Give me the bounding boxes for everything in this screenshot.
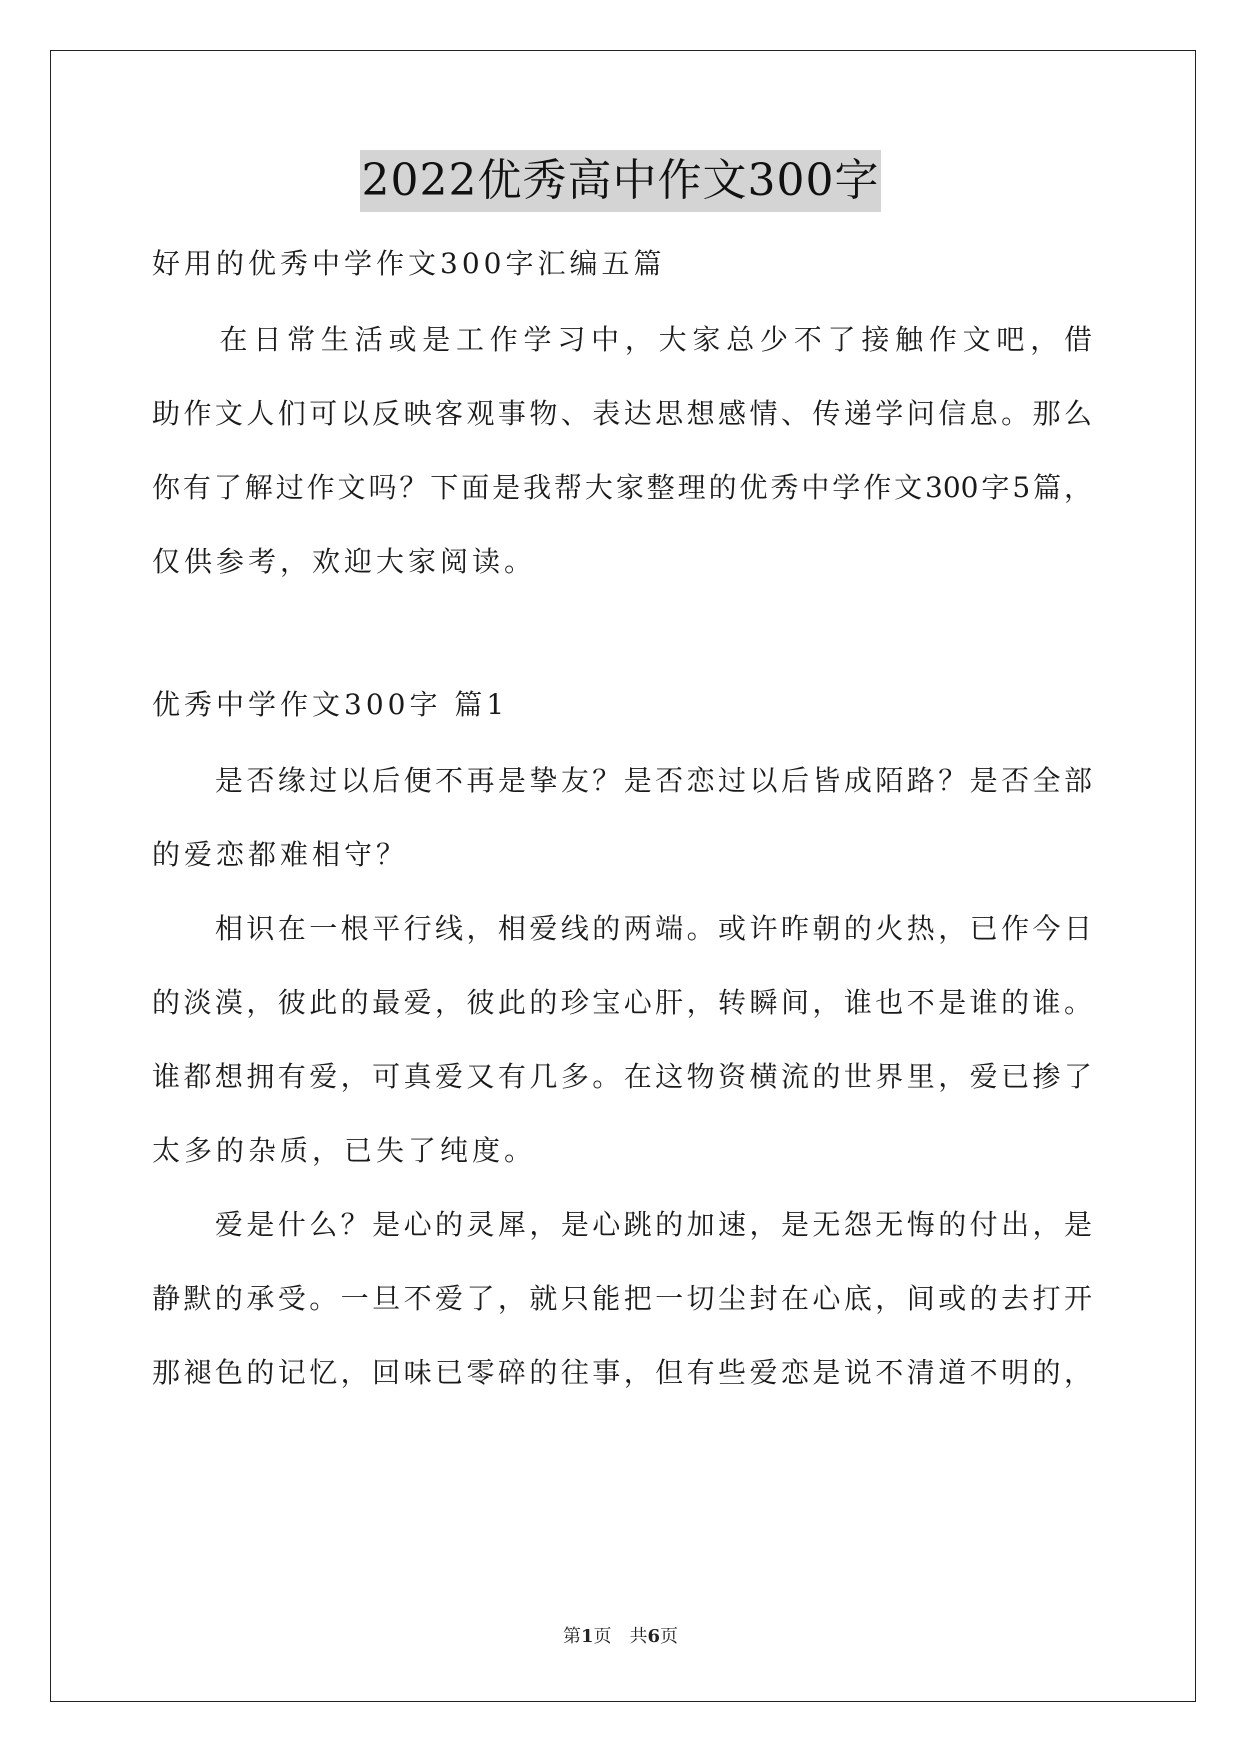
intro-line-4: 仅供参考，欢迎大家阅读。: [152, 545, 537, 578]
footer-page-current: 1: [580, 1626, 594, 1647]
intro-line-3: 你有了解过作文吗？下面是我帮大家整理的优秀中学作文300字5篇，: [152, 471, 1092, 504]
footer-page-total: 6: [647, 1626, 661, 1647]
document-subtitle: 好用的优秀中学作文300字汇编五篇: [152, 247, 666, 280]
intro-line-1: 在日常生活或是工作学习中，大家总少不了接触作文吧，借: [152, 323, 1092, 356]
body-line-2: 的爱恋都难相守？: [152, 838, 409, 871]
footer-page-mid: 页 共: [593, 1626, 648, 1647]
body-line-7: 爱是什么？是心的灵犀，是心跳的加速，是无怨无悔的付出，是: [152, 1208, 1092, 1241]
body-line-6: 太多的杂质，已失了纯度。: [152, 1134, 537, 1167]
intro-line-2: 助作文人们可以反映客观事物、表达思想感情、传递学问信息。那么: [152, 397, 1092, 430]
footer-page-suffix: 页: [660, 1626, 679, 1647]
section-heading: 优秀中学作文300字 篇1: [152, 688, 509, 721]
body-line-4: 的淡漠，彼此的最爱，彼此的珍宝心肝，转瞬间，谁也不是谁的谁。: [152, 986, 1092, 1019]
page-border: [50, 50, 1196, 1702]
body-line-8: 静默的承受。一旦不爱了，就只能把一切尘封在心底，间或的去打开: [152, 1282, 1092, 1315]
title-container: [0, 150, 1241, 212]
body-line-1: 是否缘过以后便不再是挚友？是否恋过以后皆成陌路？是否全部: [152, 764, 1092, 797]
body-line-5: 谁都想拥有爱，可真爱又有几多。在这物资横流的世界里，爱已掺了: [152, 1060, 1092, 1093]
page-footer: [0, 1625, 1241, 1649]
body-line-3: 相识在一根平行线，相爱线的两端。或许昨朝的火热，已作今日: [152, 912, 1092, 945]
body-line-9: 那褪色的记忆，回味已零碎的往事，但有些爱恋是说不清道不明的，: [152, 1356, 1092, 1389]
document-title: 2022优秀高中作文300字: [360, 150, 882, 212]
footer-page-prefix: 第: [562, 1626, 581, 1647]
